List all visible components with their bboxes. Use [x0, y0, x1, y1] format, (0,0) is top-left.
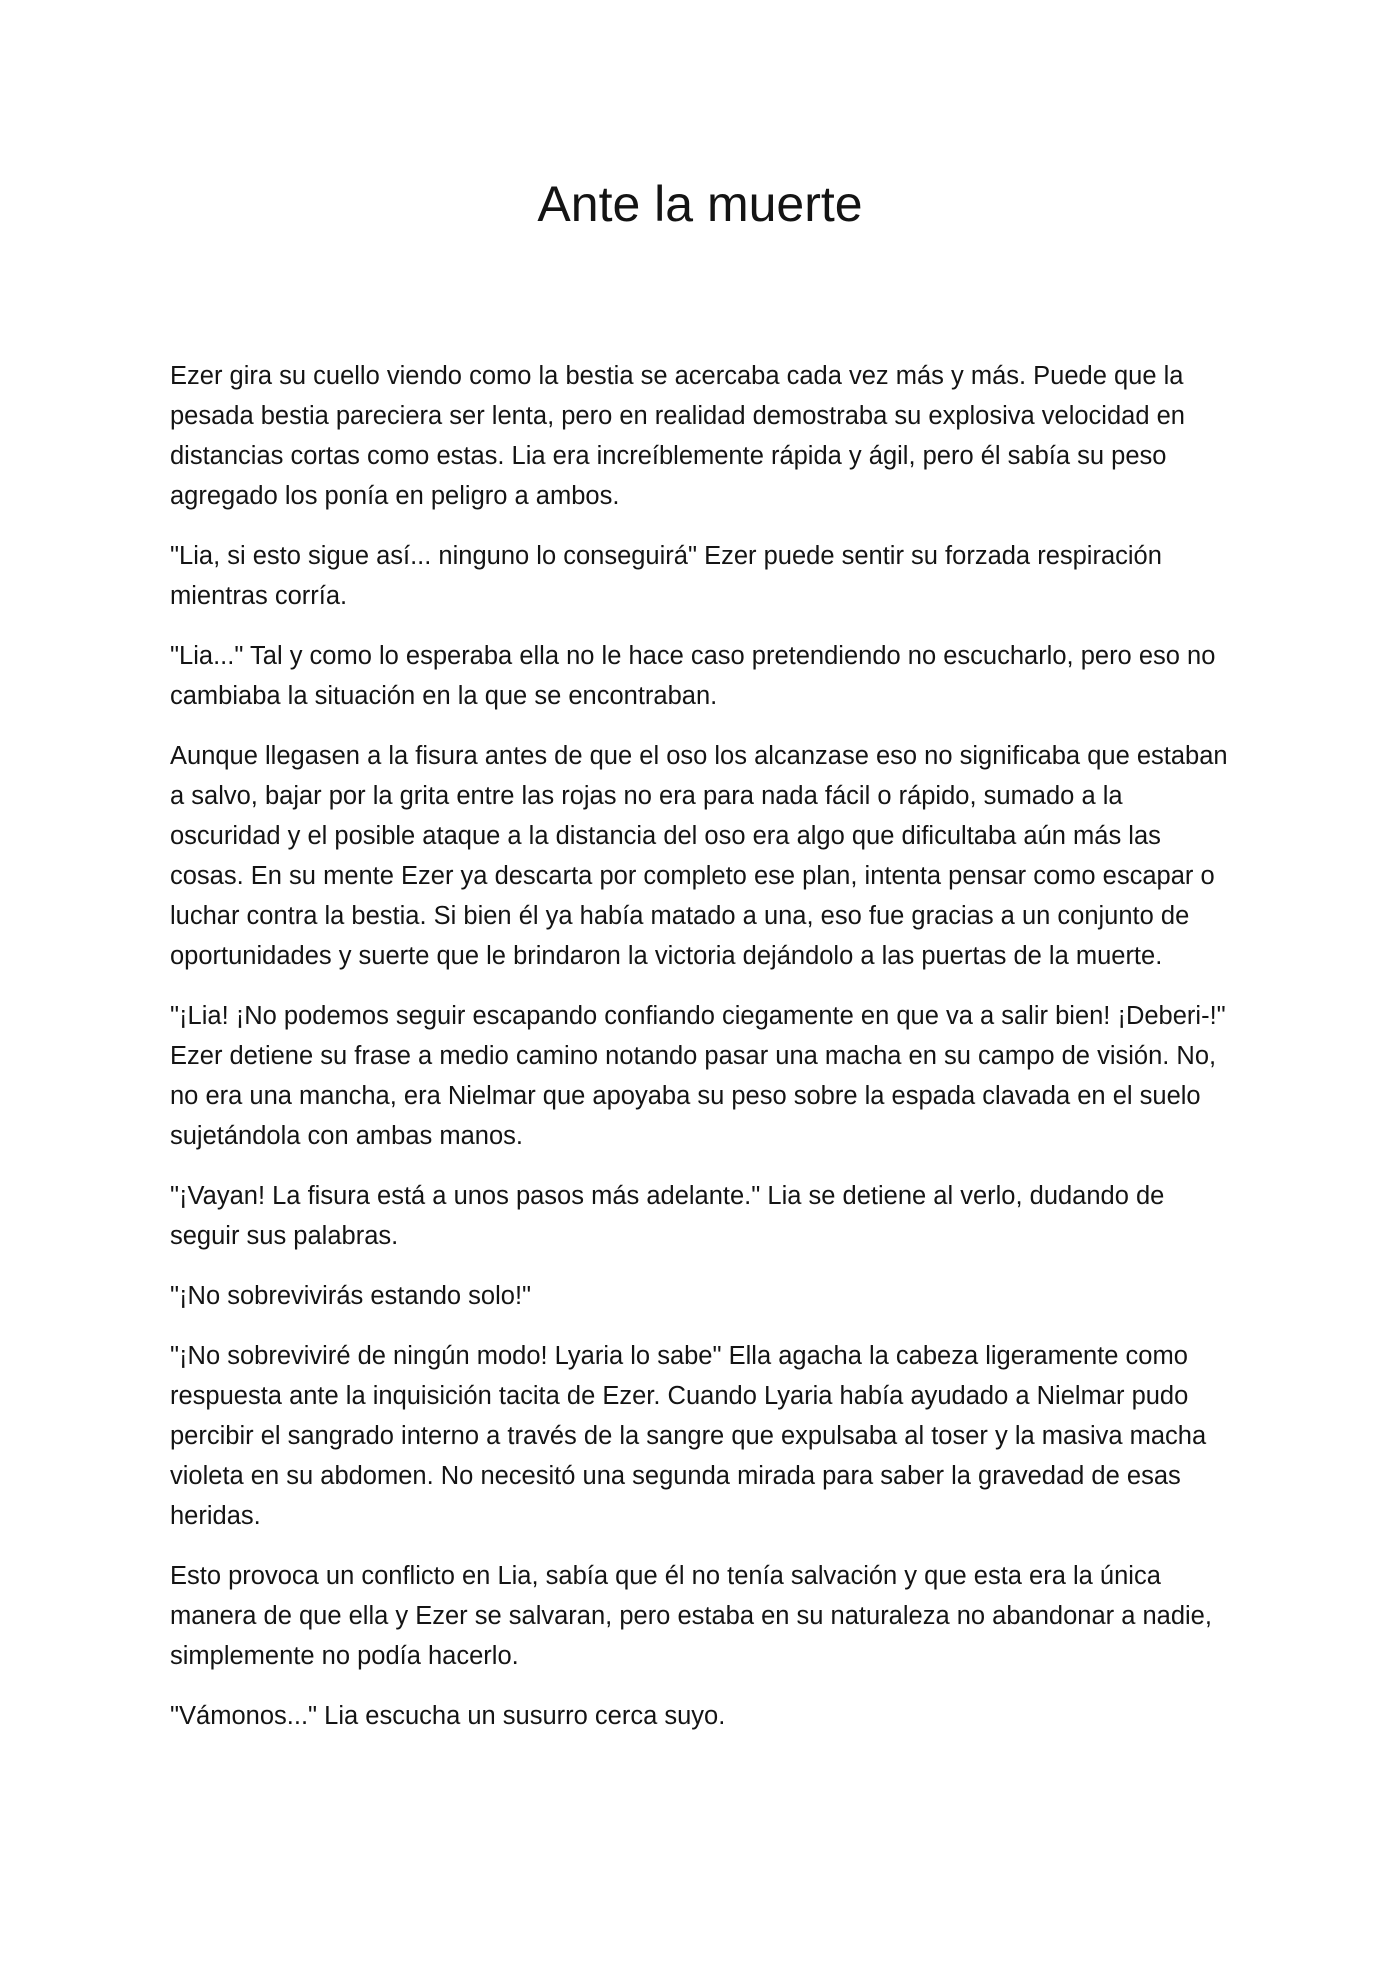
- paragraph-7: "¡No sobrevivirás estando solo!": [170, 1282, 532, 1310]
- paragraph-2: "Lia, si esto sigue así... ninguno lo conseguirá" Ezer puede sentir su forzada respiración mientras corría.: [170, 542, 1162, 610]
- paragraph-1: Ezer gira su cuello viendo como la bestia se acercaba cada vez más y más. Puede que la pesada bestia pareciera ser lenta, pero en realidad demostraba su explosiva velocidad en distancias cortas como estas. Lia era increíblemente rápida y ágil, pero él sabía su peso agregado los ponía en peligro a ambos.: [170, 362, 1185, 510]
- paragraph-5: "¡Lia! ¡No podemos seguir escapando confiando ciegamente en que va a salir bien! ¡Deberi-!" Ezer detiene su frase a medio camino notando pasar una macha en su campo de visión. No, no era una mancha, era Nielmar que apoyaba su peso sobre la espada clavada en el suelo sujetándola con ambas manos.: [170, 1002, 1226, 1150]
- document-title: Ante la muerte: [537, 176, 863, 232]
- paragraph-10: "Vámonos..." Lia escucha un susurro cerca suyo.: [170, 1702, 726, 1730]
- document-body: [170, 356, 1230, 1756]
- paragraph-9: Esto provoca un conflicto en Lia, sabía que él no tenía salvación y que esta era la única manera de que ella y Ezer se salvaran, pero estaba en su naturaleza no abandonar a nadie, simplemente no podía hacerlo.: [170, 1562, 1212, 1670]
- paragraph-6: "¡Vayan! La fisura está a unos pasos más adelante." Lia se detiene al verlo, dudando de seguir sus palabras.: [170, 1182, 1165, 1250]
- paragraph-4: Aunque llegasen a la fisura antes de que el oso los alcanzase eso no significaba que estaban a salvo, bajar por la grita entre las rojas no era para nada fácil o rápido, sumado a la oscuridad y el posible ataque a la distancia del oso era algo que dificultaba aún más las cosas. En su mente Ezer ya descarta por completo ese plan, intenta pensar como escapar o luchar contra la bestia. Si bien él ya había matado a una, eso fue gracias a un conjunto de oportunidades y suerte que le brindaron la victoria dejándolo a las puertas de la muerte.: [170, 742, 1228, 970]
- paragraph-8: "¡No sobreviviré de ningún modo! Lyaria lo sabe" Ella agacha la cabeza ligeramente como respuesta ante la inquisición tacita de Ezer. Cuando Lyaria había ayudado a Nielmar pudo percibir el sangrado interno a través de la sangre que expulsaba al toser y la masiva macha violeta en su abdomen. No necesitó una segunda mirada para saber la gravedad de esas heridas.: [170, 1342, 1207, 1530]
- paragraph-3: "Lia..." Tal y como lo esperaba ella no le hace caso pretendiendo no escucharlo, pero eso no cambiaba la situación en la que se encontraban.: [170, 642, 1216, 710]
